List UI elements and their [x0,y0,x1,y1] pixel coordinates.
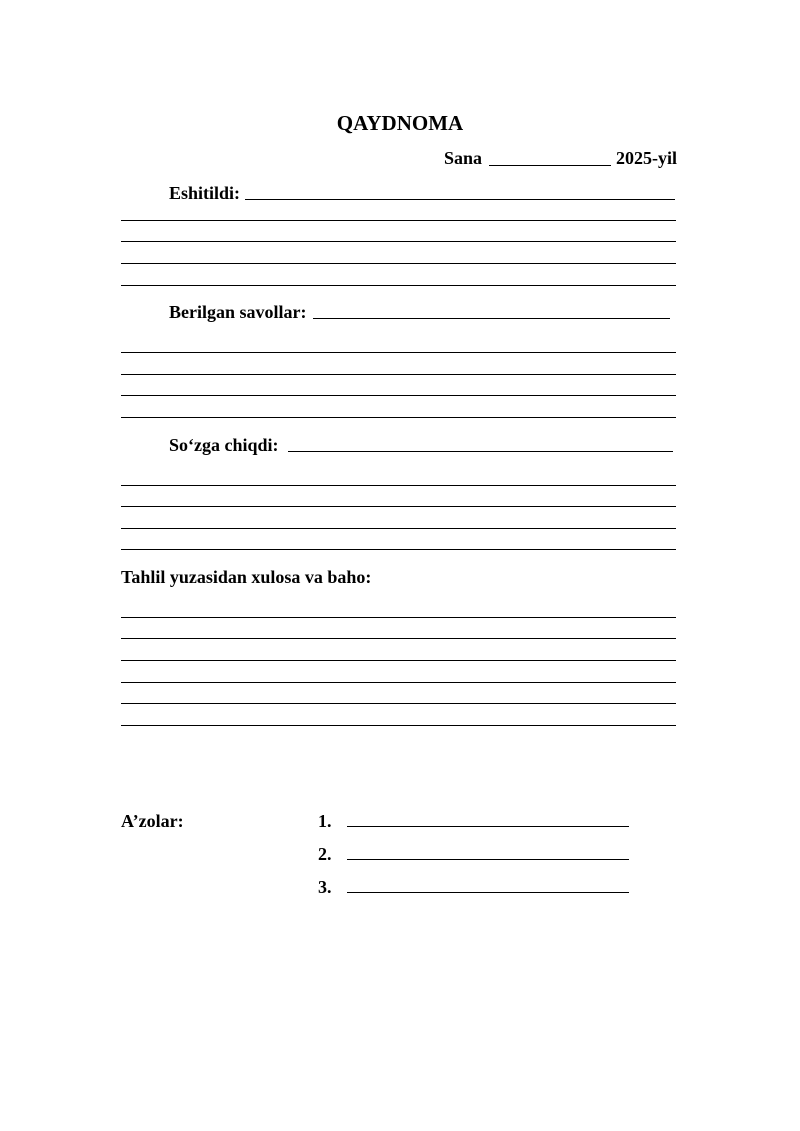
year-label: 2025-yil [616,148,677,168]
questions-line [121,374,676,375]
conclusion-line [121,725,676,726]
conclusion-label: Tahlil yuzasidan xulosa va baho: [121,567,372,587]
heard-line [121,285,676,286]
questions-fill-line [313,318,670,319]
conclusion-line [121,638,676,639]
date-label: Sana [444,148,483,168]
member-number: 1. [318,811,332,831]
conclusion-line [121,617,676,618]
spoke-line [121,506,676,507]
member-number: 3. [318,877,332,897]
questions-line [121,352,676,353]
conclusion-line [121,660,676,661]
spoke-line [121,528,676,529]
heard-line [121,241,676,242]
heard-fill-line [245,199,675,200]
document-title: QAYDNOMA [336,111,464,135]
spoke-line [121,485,676,486]
questions-line [121,417,676,418]
date-fill-line [489,165,611,166]
spoke-label: So‘zga chiqdi: [169,435,279,455]
member-signature-line [347,892,629,893]
member-signature-line [347,859,629,860]
questions-label: Berilgan savollar: [169,302,307,322]
conclusion-line [121,703,676,704]
spoke-line [121,549,676,550]
heard-label: Eshitildi: [169,183,241,203]
member-number: 2. [318,844,332,864]
members-label: A’zolar: [121,811,184,831]
questions-line [121,395,676,396]
spoke-fill-line [288,451,673,452]
member-signature-line [347,826,629,827]
heard-line [121,263,676,264]
conclusion-line [121,682,676,683]
heard-line [121,220,676,221]
